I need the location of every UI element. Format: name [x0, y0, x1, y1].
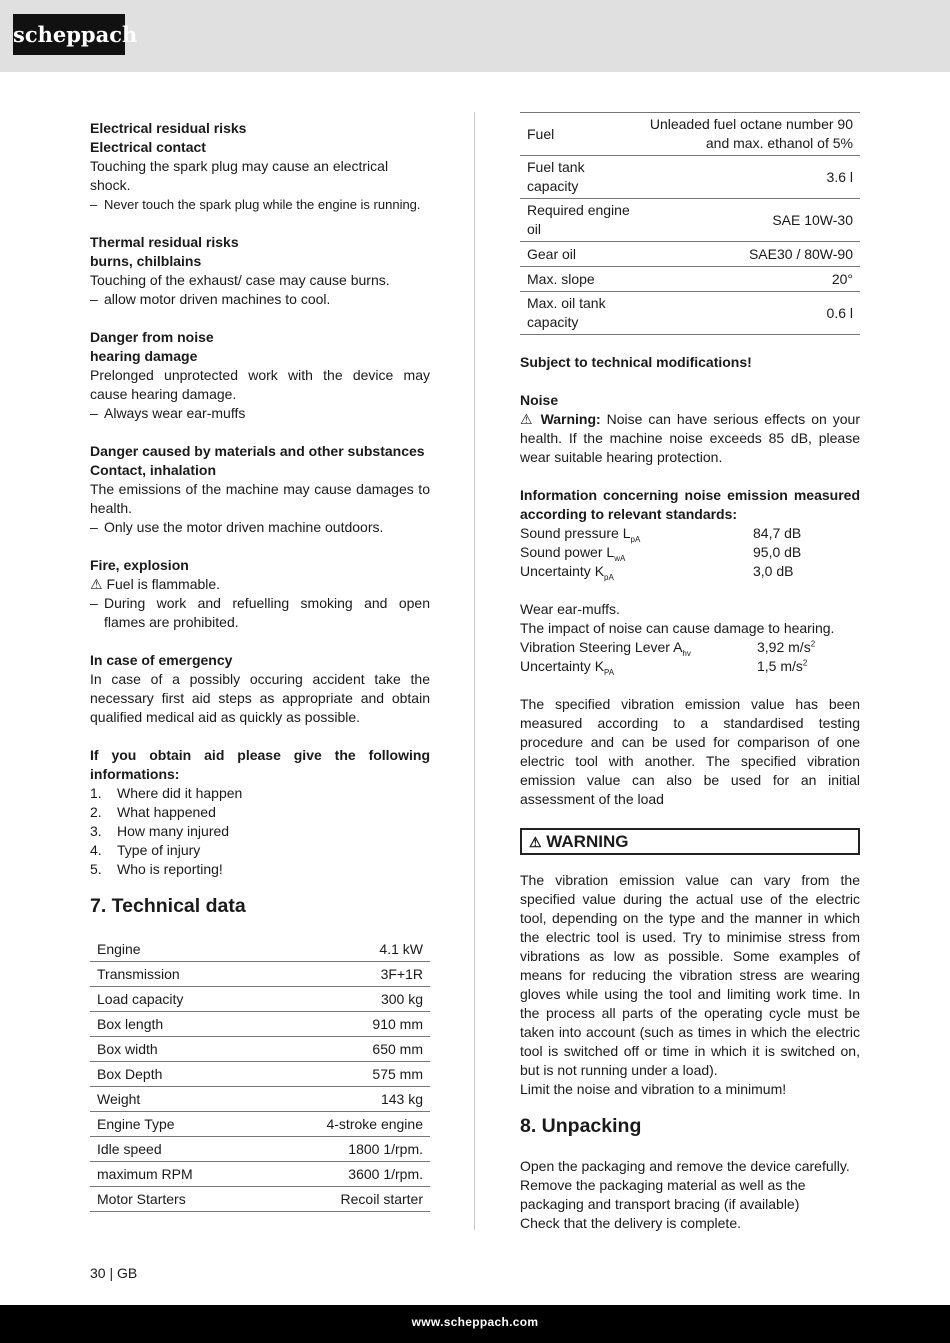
page-number: 30 | GB [90, 1265, 138, 1281]
table-row: Box Depth 575 mm [90, 1062, 430, 1087]
unpacking-text: Open the packaging and remove the device carefully. Remove the packaging material as well as the packaging and transport bracing (if available) [520, 1158, 850, 1212]
thermal-list-item: – allow motor driven machines to cool. [90, 291, 331, 307]
fire-warning: ⚠ Fuel is flammable. [90, 576, 221, 592]
contact-inhalation-subheading: Contact, inhalation [90, 462, 216, 478]
list-item: 1. Where did it happen [90, 785, 243, 801]
materials-text: The emissions of the machine may cause damages to health. [90, 481, 430, 516]
ear-muffs-text: Wear ear-muffs. [520, 601, 620, 617]
table-row: Gear oil SAE30 / 80W-90 [520, 242, 860, 267]
list-item: 4. Type of injury [90, 842, 201, 858]
noise-danger-text: Prelonged unprotected work with the device may cause hearing damage. [90, 367, 430, 402]
aid-list [90, 784, 430, 879]
scheppach-logo: scheppach [13, 14, 125, 55]
thermal-subheading: burns, chilblains [90, 253, 202, 269]
warning-text: The vibration emission value can vary from the specified value during the actual use of the electric tool, depending on the type and the manner in which the electric tool is used. Try to minimise stress from vibrations as low as possible. Some examples of means for reducing the vibration stress are wearing gloves while using the tool and limiting work time. In the process all parts of the operating cycle must be taken into account (such as times in which the electric tool is switched off or time in which it is switched on, but is not running under a load). [520, 872, 860, 1078]
website-link[interactable]: www.scheppach.com [411, 1315, 539, 1329]
warning-triangle-icon: ⚠ [520, 411, 535, 427]
electrical-contact-subheading: Electrical contact [90, 139, 206, 155]
noise-list-item: – Always wear ear-muffs [90, 405, 246, 421]
warning-box: ⚠ WARNING [520, 828, 860, 855]
vibration-uncertainty-row: Uncertainty $K_{PA}$ 1,5 $m/s^2$ [520, 658, 808, 677]
warning-triangle-icon: ⚠ [529, 834, 542, 850]
table-row: Engine Type 4-stroke engine [90, 1112, 430, 1137]
sound-pressure-row: Sound pressure $L_{pA}$ 84,7 dB [520, 525, 802, 544]
table-row: Fuel tank capacity 3.6 l [520, 156, 860, 199]
aid-heading: If you obtain aid please give the following informations: [90, 747, 430, 782]
list-item: 2. What happened [90, 804, 216, 820]
noise-danger-heading: Danger from noise [90, 329, 214, 345]
warning-triangle-icon: ⚠ [90, 576, 103, 592]
noise-info-heading: Information concerning noise emission measured according to relevant standards: [520, 487, 860, 522]
unpacking-heading: 8. Unpacking [520, 1115, 642, 1137]
table-row: Max. slope 20° [520, 267, 860, 292]
table-row: Max. oil tank capacity 0.6 l [520, 292, 860, 335]
unpacking-check: Check that the delivery is complete. [520, 1215, 741, 1231]
noise-heading: Noise [520, 392, 559, 408]
fire-list-item: – During work and refuelling smoking and open flames are prohibited. [90, 595, 430, 630]
electrical-text: Touching the spark plug may cause an electrical shock. [90, 158, 389, 193]
table-row: Required engine oil SAE 10W-30 [520, 199, 860, 242]
table-row: Engine 4.1 kW [90, 937, 430, 962]
vibration-row: Vibration Steering Lever $A_{hv}$ 3,92 $m/s^2$ [520, 639, 816, 658]
thermal-risks-heading: Thermal residual risks [90, 234, 239, 250]
emergency-heading: In case of emergency [90, 652, 233, 668]
page-header [0, 0, 950, 72]
technical-data-table-continued [520, 112, 860, 335]
footer-bar [0, 1305, 950, 1343]
materials-danger-heading: Danger caused by materials and other substances [90, 443, 425, 459]
uncertainty-row: Uncertainty $K_{pA}$ 3,0 dB [520, 563, 794, 582]
technical-data-table [90, 937, 430, 1212]
table-row: Fuel Unleaded fuel octane number 90 and max. ethanol of 5% [520, 113, 860, 156]
table-row: Load capacity 300 kg [90, 987, 430, 1012]
vibration-text: The specified vibration emission value has been measured according to a standardised testing procedure and can be used for comparison of one electric tool with another. The specified vibration emission value can also be used for an initial assessment of the load [520, 696, 860, 807]
list-item: 5. Who is reporting! [90, 861, 223, 877]
table-row: Weight 143 kg [90, 1087, 430, 1112]
electrical-risks-heading: Electrical residual risks [90, 120, 247, 136]
hearing-damage-subheading: hearing damage [90, 348, 198, 364]
emergency-text: In case of a possibly occuring accident take the necessary first aid steps as appropriate and obtain qualified medical aid as quickly as possible. [90, 671, 430, 725]
list-item: 3. How many injured [90, 823, 230, 839]
fire-explosion-heading: Fire, explosion [90, 557, 189, 573]
materials-list-item: – Only use the motor driven machine outdoors. [90, 519, 384, 535]
table-row: Box length 910 mm [90, 1012, 430, 1037]
right-column [520, 112, 860, 1233]
limit-text: Limit the noise and vibration to a minimum! [520, 1081, 787, 1097]
noise-impact-text: The impact of noise can cause damage to hearing. [520, 620, 835, 636]
subject-to-modifications: Subject to technical modifications! [520, 354, 752, 370]
table-row: Box width 650 mm [90, 1037, 430, 1062]
column-divider [474, 112, 475, 1230]
thermal-text: Touching of the exhaust/ case may cause burns. [90, 272, 390, 288]
table-row: Idle speed 1800 1/rpm. [90, 1137, 430, 1162]
technical-data-heading: 7. Technical data [90, 895, 246, 917]
noise-warning: ⚠ Warning: Noise can have serious effects on your health. If the machine noise exceeds 85 dB, please wear suitable hearing protection. [520, 411, 860, 465]
sound-power-row: Sound power $L_{wA}$ 95,0 dB [520, 544, 802, 563]
left-column [90, 119, 430, 1212]
table-row: Transmission 3F+1R [90, 962, 430, 987]
table-row: Motor Starters Recoil starter [90, 1187, 430, 1212]
table-row: maximum RPM 3600 1/rpm. [90, 1162, 430, 1187]
electrical-list-item: – Never touch the spark plug while the engine is running. [90, 197, 421, 212]
